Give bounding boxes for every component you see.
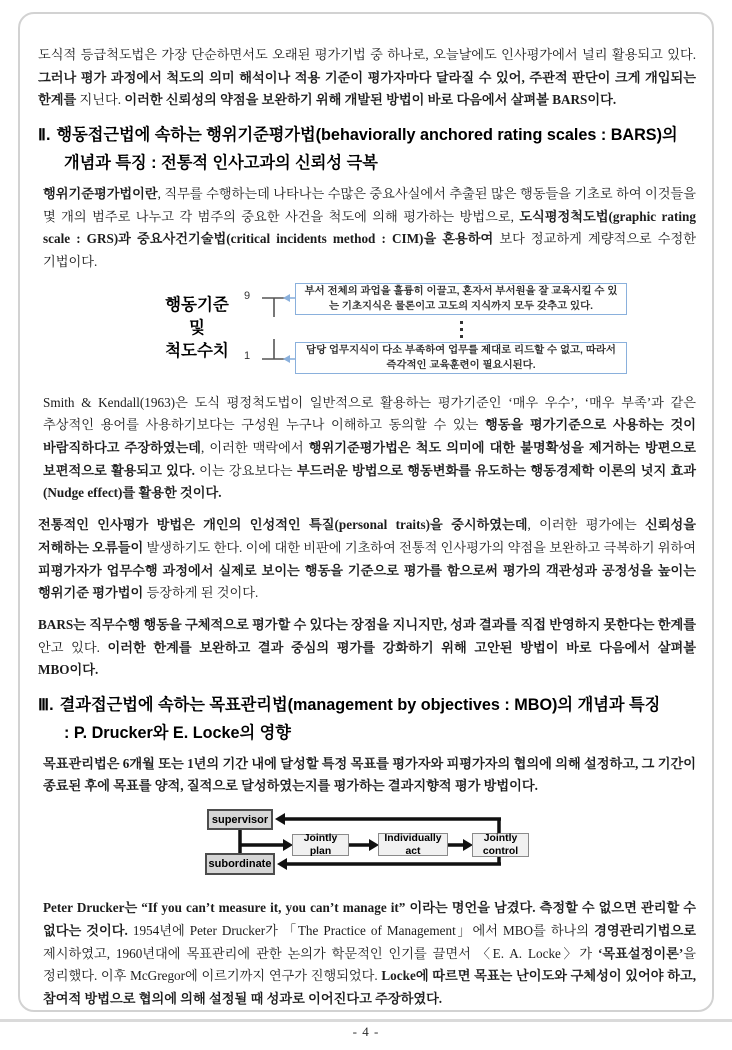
bars-limitation-paragraph: BARS는 직무수행 행동을 구체적으로 평가할 수 있다는 장점을 지니지만, 성과 결과를 직접 반영하지 못한다는 한계를 안고 있다. 이러한 한계를 보완하고 결과 중심의 평가를 강화하기 위해 고안된 방법이 바로 다음에서 살펴볼 MBO이다.	[38, 616, 696, 678]
mbo-diagram	[200, 807, 542, 887]
bars-scale-value-9: 9	[244, 289, 251, 302]
section3-heading-line1	[38, 691, 696, 719]
section3-heading	[38, 691, 696, 748]
section3-title: 결과접근법에 속하는 목표관리법(management by objectives : MBO)의 개념과 특징	[59, 696, 661, 715]
bars-scale-value-1: 1	[244, 349, 251, 362]
mbo-jointly-plan-box: Jointly plan	[292, 834, 349, 856]
section2-heading	[38, 121, 696, 178]
section2-heading-line2: 개념과 특징 : 전통적 인사고과의 신뢰성 극복	[64, 154, 378, 173]
bars-ellipsis-dots	[295, 320, 627, 340]
bars-diagram	[120, 283, 642, 380]
page-content	[38, 44, 696, 1020]
mbo-individually-act-box: Individually act	[378, 833, 448, 856]
mbo-supervisor-box: supervisor	[207, 809, 273, 830]
section2-body-paragraph: 행위기준평가법이란, 직무를 수행하는데 나타나는 수많은 중요사실에서 추출된 많은 행동들을 기초로 하여 이것들을 몇 개의 범주로 나누고 각 범주의 중요한 사건을 척도에 의해 평가하는 방법으로, 도식평정척도법(graphic rating scale : GRS)과 중요사건기술법(critical incidents method : CIM)을 혼용하여 보다 정교하게 계량적으로 수정한 기법이다.	[43, 185, 696, 269]
section3-heading-line2: : P. Drucker와 E. Locke의 영향	[64, 724, 291, 743]
section2-title: 행동접근법에 속하는 행위기준평가법(behaviorally anchored rating scales : BARS)의	[56, 126, 678, 145]
section2-number: Ⅱ.	[38, 126, 51, 145]
mbo-jointly-control-box: Jointly control	[472, 833, 529, 857]
drucker-locke-paragraph: Peter Drucker는 “If you can’t measure it, you can’t manage it” 이라는 명언을 남겼다. 측정할 수 없으면 관리할 수 없다는 것이다. 1954년에 Peter Drucker가 「The Practice of Management」에서 MBO를 하나의 경영관리기법으로 제시하였고, 1960년대에 목표관리에 관한 논의가 학문적인 인기를 끌면서 〈E. A. Locke〉가 ‘목표설정이론’을 정리했다. 이후 McGregor에 이르기까지 연구가 진행되었다. Locke에 따르면 목표는 난이도와 구체성이 있어야 하고, 참여적 방법으로 협의에 의해 설정될 때 성과로 이어진다고 주장하였다.	[43, 900, 697, 1006]
footer-divider	[0, 1019, 732, 1022]
traditional-appraisal-paragraph: 전통적인 인사평가 방법은 개인의 인성적인 특질(personal traits)을 중시하였는데, 이러한 평가에는 신뢰성을 저해하는 오류들이 발생하기도 한다. 이에 대한 비판에 기초하여 전통적 인사평가의 약점을 보완하고 극복하기 위하여 피평가자가 업무수행 과정에서 실제로 보이는 행동을 기준으로 평가를 함으로써 평가의 객관성과 공정성을 높이는 행위기준 평가법이 등장하게 된 것이다.	[38, 517, 696, 601]
bars-anchor-top: 부서 전체의 과업을 훌륭히 이끌고, 혼자서 부서원을 잘 교육시킬 수 있는 기초지식은 물론이고 고도의 지식까지 모두 갖추고 있다.	[295, 283, 627, 315]
bars-anchor-bottom: 담당 업무지식이 다소 부족하여 업무를 제대로 리드할 수 없고, 따라서 즉각적인 교육훈련이 필요시된다.	[295, 342, 627, 374]
page-number: - 4 -	[352, 1024, 380, 1039]
intro-paragraph: 도식적 등급척도법은 가장 단순하면서도 오래된 평가기법 중 하나로, 오늘날에도 인사평가에서 널리 활용되고 있다. 그러나 평가 과정에서 척도의 의미 해석이나 적용 기준이 평가자마다 달라질 수 있어, 주관적 판단이 크게 개입되는 한계를 지닌다. 이러한 신뢰성의 약점을 보완하기 위해 개발된 방법이 바로 다음에서 살펴볼 BARS이다.	[38, 47, 696, 108]
smith-kendall-paragraph: Smith & Kendall(1963)은 도식 평정척도법이 일반적으로 활용하는 평가기준인 ‘매우 우수’, ‘매우 부족’과 같은 추상적인 용어를 사용하기보다는 구성원 누구나 이해하고 동의할 수 있는 행동을 평가기준으로 사용하는 것이 바람직하다고 주장하였는데, 이러한 맥락에서 행위기준평가법은 척도 의미에 대한 불명확성을 제거하는 방편으로 보편적으로 활용되고 있다. 이는 강요보다는 부드러운 방법으로 행동변화를 유도하는 행동경제학 이론의 넛지 효과(Nudge effect)를 활용한 것이다.	[43, 394, 697, 501]
section3-number: Ⅲ.	[38, 696, 54, 715]
mbo-definition-paragraph: 목표관리법은 6개월 또는 1년의 기간 내에 달성할 특정 목표를 평가자와 피평가자의 협의에 의해 설정하고, 그 기간이 종료된 후에 목표를 양적, 질적으로 달성하였는지를 평가하는 결과지향적 평가 방법이다.	[43, 755, 696, 794]
mbo-subordinate-box: subordinate	[205, 853, 275, 875]
bars-axis-label: 행동기준 및 척도수치	[165, 295, 229, 360]
section2-heading-line1	[38, 121, 696, 149]
